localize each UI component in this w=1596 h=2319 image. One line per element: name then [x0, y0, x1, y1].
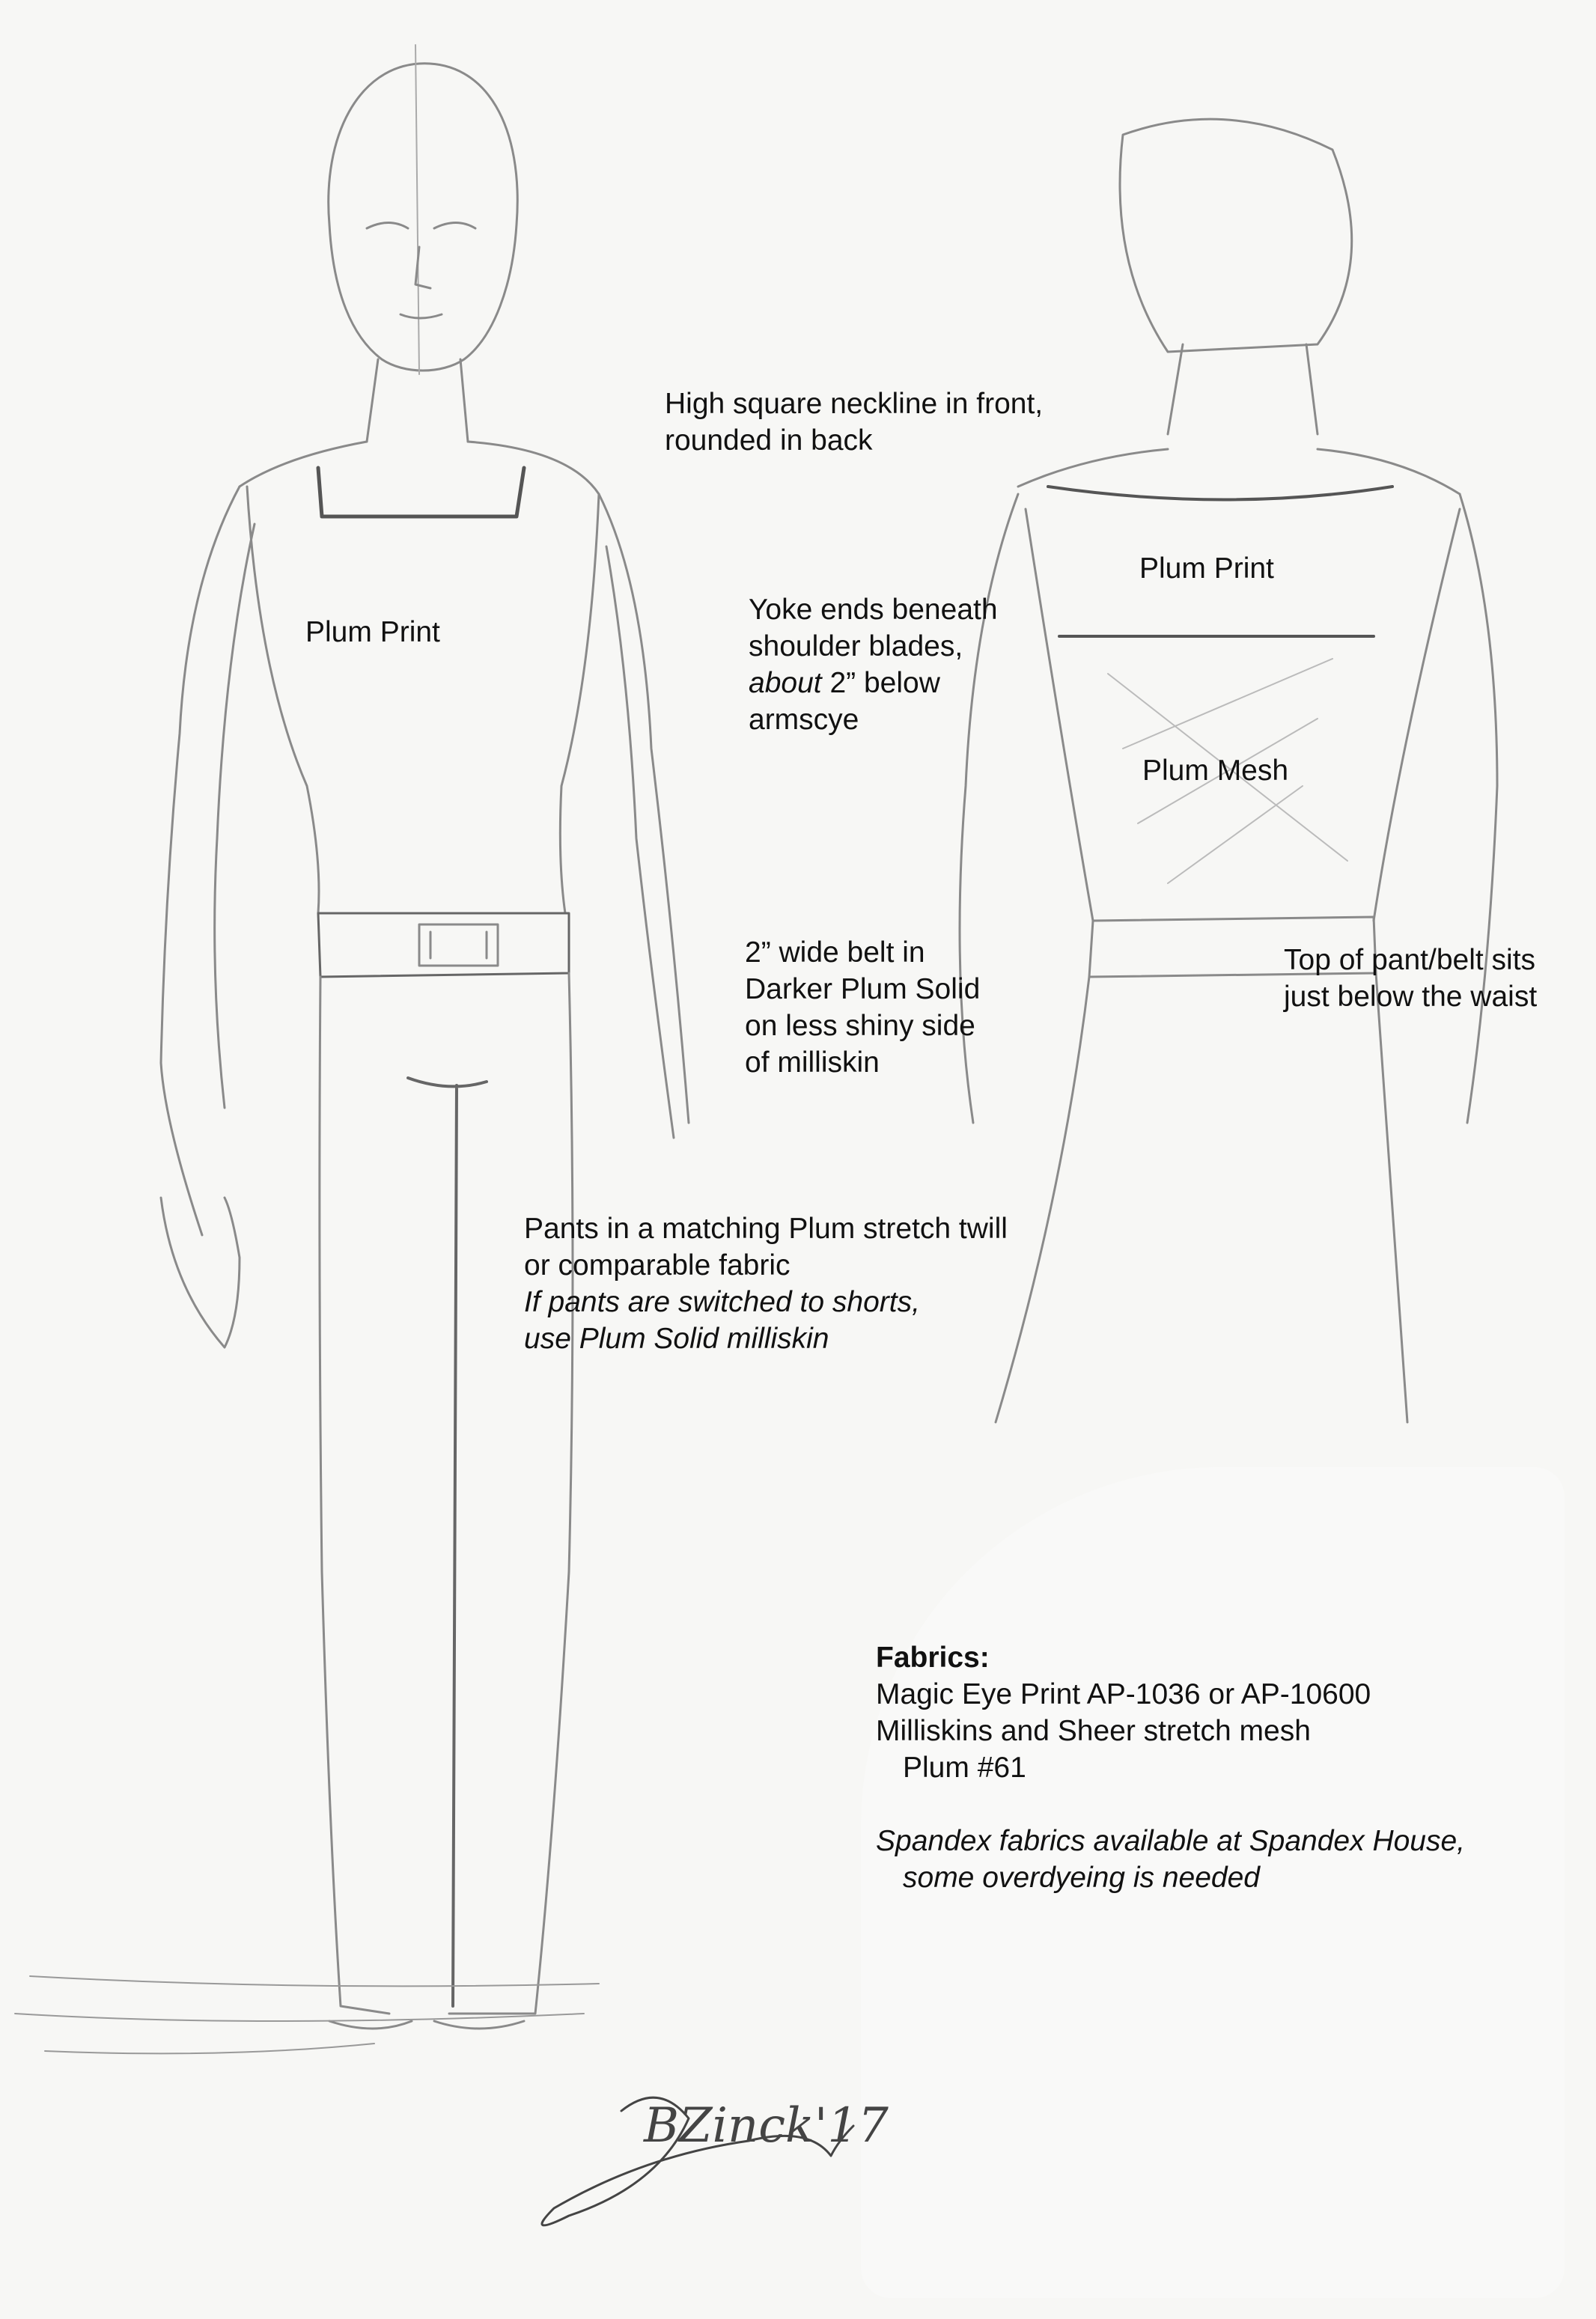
back-right-arm — [1460, 494, 1497, 1123]
front-left-arm — [161, 487, 255, 1235]
front-buckle — [419, 924, 498, 966]
front-figure — [15, 45, 689, 2053]
fabrics-heading: Fabrics: — [876, 1642, 990, 1674]
signature: BZinck'17 — [644, 2098, 889, 2154]
label-neckline: High square neckline in front, rounded in back — [665, 388, 1044, 457]
front-crotch — [408, 1078, 487, 2006]
front-left-hand — [161, 1198, 240, 1347]
front-torso-right — [560, 494, 599, 913]
front-torso-left — [247, 487, 319, 913]
label-pants: Pants in a matching Plum stretch twill or comparable fabric If pants are switched to shorts, use Plum Solid milliskin — [524, 1213, 1008, 1355]
front-head — [329, 64, 518, 371]
label-belt: 2” wide belt in Darker Plum Solid on less shiny side of milliskin — [745, 936, 981, 1079]
front-pants-right — [449, 973, 573, 2014]
front-ground — [15, 1976, 599, 2053]
label-front-plum-print: Plum Print — [305, 616, 440, 648]
fabrics-block: Fabrics: Magic Eye Print AP-1036 or AP-10600 Milliskins and Sheer stretch mesh Plum #61 Spandex fabrics available at Spandex House, some overdyeing is needed — [876, 1639, 1465, 1896]
front-nose-mouth — [400, 247, 442, 318]
front-neckline — [318, 468, 524, 516]
front-shoulders — [240, 442, 599, 494]
label-pant-top: Top of pant/belt sits just below the waist — [1284, 944, 1538, 1013]
label-back-plum-print: Plum Print — [1139, 552, 1274, 585]
front-belt — [318, 913, 569, 977]
label-yoke: Yoke ends beneath shoulder blades, about 2” below armscye — [749, 594, 998, 736]
front-head-centerline — [415, 45, 419, 374]
front-right-arm — [599, 494, 689, 1138]
back-neck — [1168, 344, 1318, 434]
front-neck — [367, 359, 468, 442]
back-neckline — [1048, 487, 1392, 500]
front-pants-left — [320, 977, 389, 2014]
front-eyes — [367, 223, 475, 229]
back-pants — [996, 973, 1407, 1422]
back-head — [1120, 119, 1352, 352]
front-feet — [329, 2021, 524, 2029]
label-plum-mesh: Plum Mesh — [1142, 755, 1289, 787]
